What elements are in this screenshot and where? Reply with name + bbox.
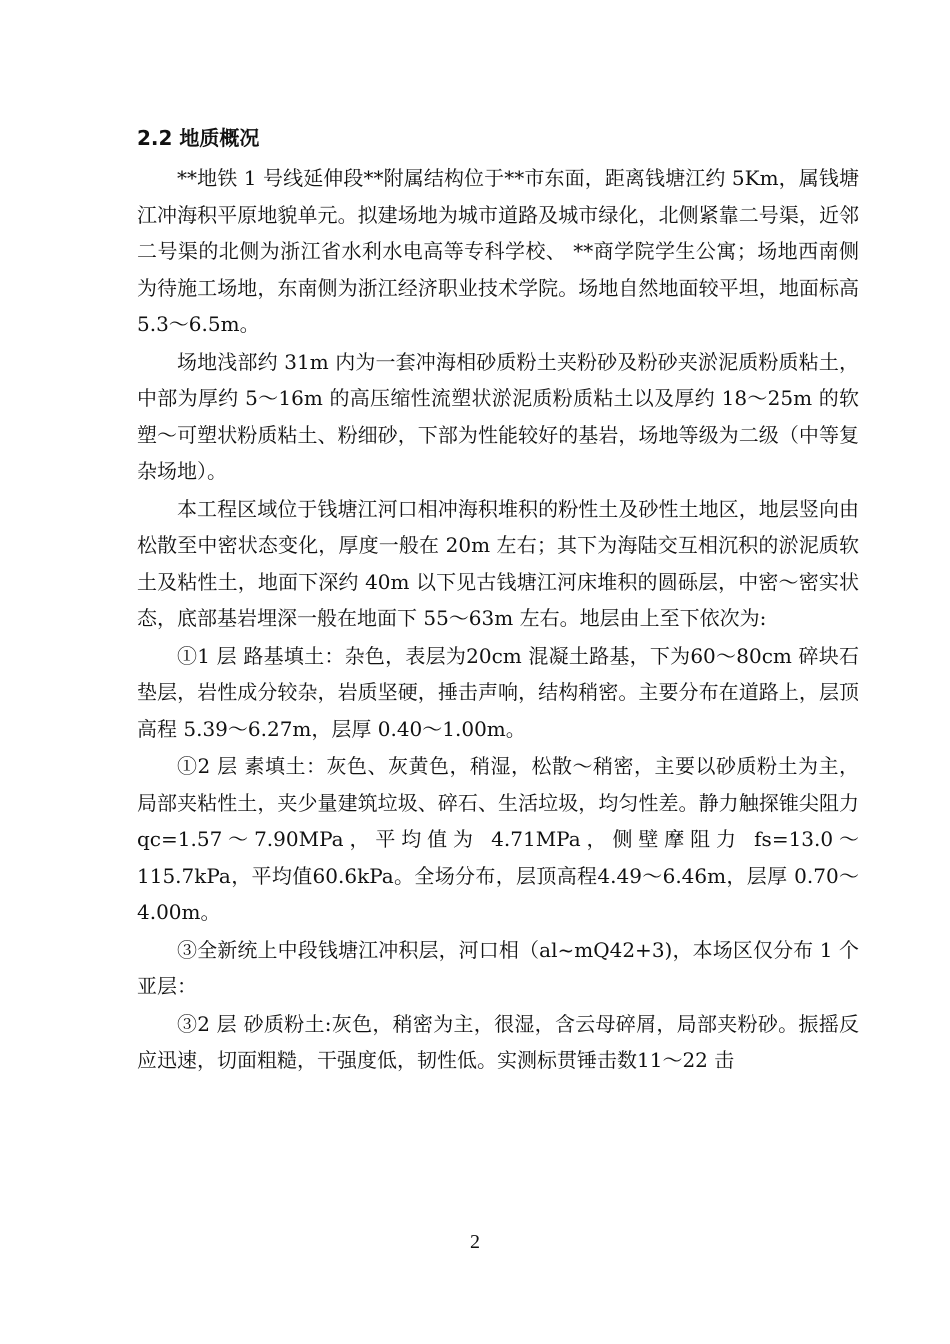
paragraph-layer-3: ③全新统上中段钱塘江冲积层，河口相（al~mQ42+3)，本场区仅分布 1 个亚层： — [137, 937, 859, 998]
page-content — [137, 120, 859, 1080]
paragraph-region-geology: 本工程区域位于钱塘江河口相冲海积堆积的粉性土及砂性土地区，地层竖向由松散至中密状态变化，厚度一般在 20m 左右；其下为海陆交互相沉积的淤泥质软土及粘性土，地面下深约 40m 以下见古钱塘江河床堆积的圆砾层，中密～密实状态，底部基岩埋深一般在地面下 55～63m 左右。地层由上至下依次为: — [137, 496, 859, 630]
page-number: 2 — [470, 1231, 480, 1253]
paragraph-strata-overview: 场地浅部约 31m 内为一套冲海相砂质粉土夹粉砂及粉砂夹淤泥质粉质粘土，中部为厚约 5～16m 的高压缩性流塑状淤泥质粉质粘土以及厚约 18～25m 的软塑～可塑状粉质粘土、粉细砂，下部为性能较好的基岩，场地等级为二级（中等复杂场地）。 — [137, 349, 859, 483]
paragraph-layer-3-2: ③2 层 砂质粉土:灰色，稍密为主，很湿，含云母碎屑，局部夹粉砂。振摇反应迅速，切面粗糙，干强度低，韧性低。实测标贯锤击数11～22 击 — [137, 1011, 859, 1072]
paragraph-layer-1-1: ①1 层 路基填土：杂色，表层为20cm 混凝土路基，下为60～80cm 碎块石垫层，岩性成分较杂，岩质坚硬，捶击声响，结构稍密。主要分布在道路上，层顶高程 5.39～6.27m，层厚 0.40～1.00m。 — [137, 643, 859, 741]
section-heading: 2.2 地质概况 — [137, 126, 260, 150]
paragraph-layer-1-2: ①2 层 素填土：灰色、灰黄色，稍湿，松散～稍密，主要以砂质粉土为主，局部夹粘性土，夹少量建筑垃圾、碎石、生活垃圾，均匀性差。静力触探锥尖阻力 qc=1.57～7.90MPa，平均值为 4.71MPa，侧壁摩阻力 fs=13.0～115.7kPa，平均值60.6kPa。全场分布，层顶高程4.49～6.46m，层厚 0.70～4.00m。 — [137, 754, 859, 924]
paragraph-location: **地铁 1 号线延伸段**附属结构位于**市东面，距离钱塘江约 5Km，属钱塘江冲海积平原地貌单元。拟建场地为城市道路及城市绿化，北侧紧靠二号渠，近邻二号渠的北侧为浙江省水利水电高等专科学校、 **商学院学生公寓；场地西南侧为待施工场地，东南侧为浙江经济职业技术学院。场地自然地面较平坦，地面标高 5.3～6.5m。 — [137, 166, 859, 336]
